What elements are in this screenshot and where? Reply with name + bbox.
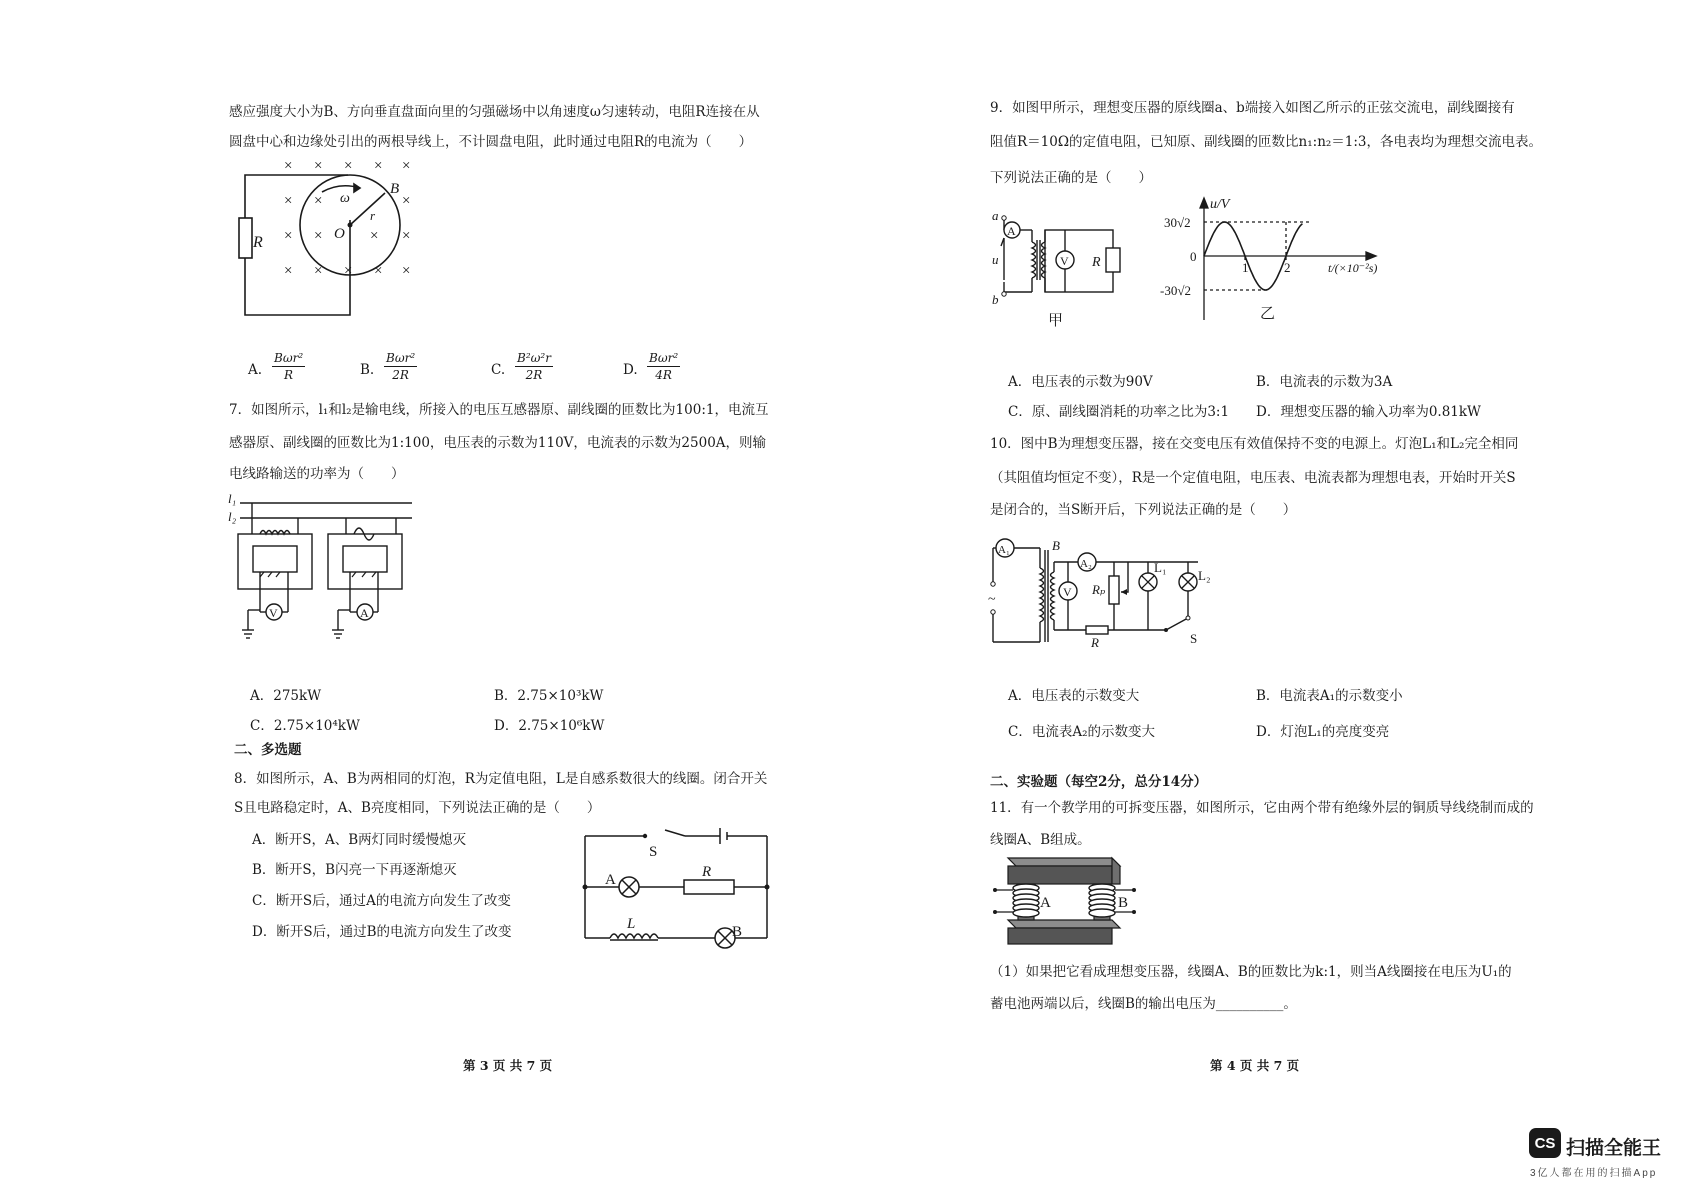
q10-circuit-figure [988, 530, 1228, 648]
svg-text:×: × [314, 193, 323, 209]
q7-text-line1: 7．如图所示，l₁和l₂是输电线，所接入的电压互感器原、副线圈的匝数比为100:1，电流互 [229, 402, 769, 418]
q8-lamp-b-label: B [732, 924, 743, 940]
q9-terminal-a-label: a [992, 208, 999, 223]
q8-switch-label: S [649, 844, 658, 860]
svg-text:×: × [370, 228, 379, 244]
q10-ammeter-a1-label: A₁ [998, 544, 1010, 556]
q9-resistor-label: R [1092, 255, 1101, 270]
q10-switch-label: S [1190, 631, 1198, 646]
q10-resistor-label: R [1091, 635, 1099, 650]
q8-option-d: D．断开S后，通过B的电流方向发生了改变 [252, 924, 512, 940]
svg-text:×: × [402, 193, 411, 209]
svg-text:×: × [284, 158, 293, 174]
q11-text-line2: 线圈A、B组成。 [990, 832, 1091, 848]
q9-figure-yi-caption: 乙 [1260, 306, 1276, 322]
q10-lamp-l2-label: L₂ [1198, 568, 1211, 583]
q9-option-b: B．电流表的示数为3A [1256, 374, 1393, 390]
q10-ammeter-a2-label: A₂ [1080, 558, 1092, 570]
q6-option-d-letter: D. [623, 362, 638, 378]
q9-y-axis-label: u/V [1210, 197, 1230, 212]
q9-option-a: A．电压表的示数为90V [1008, 374, 1153, 390]
q6-option-a-letter: A. [248, 362, 263, 378]
q8-text-line1: 8．如图所示，A、B为两相同的灯泡，R为定值电阻，L是自感系数很大的线圈。闭合开关 [234, 771, 768, 787]
q9-text-line2: 阻值R＝10Ω的定值电阻，已知原、副线圈的匝数比n₁:n₂＝1:3，各电表均为理想交流电表。 [990, 134, 1543, 150]
svg-text:×: × [314, 158, 323, 174]
q10-transformer-label: B [1052, 538, 1060, 553]
q9-option-d: D．理想变压器的输入功率为0.81kW [1256, 404, 1481, 420]
q7-voltmeter-label: V [269, 606, 278, 620]
q10-lamp-l1-label: L₁ [1154, 560, 1167, 575]
q7-option-d: D．2.75×10⁶kW [494, 718, 605, 734]
q9-ammeter-label: A [1007, 224, 1016, 238]
svg-text:×: × [402, 228, 411, 244]
q6-disk-figure [230, 160, 430, 320]
svg-text:l₁: l₁ [228, 491, 237, 506]
q9-origin-label: 0 [1190, 249, 1197, 264]
q10-option-b: B．电流表A₁的示数变小 [1256, 688, 1403, 704]
q7-option-a: A．275kW [250, 688, 322, 704]
q8-inductor-label: L [627, 916, 636, 932]
q10-option-a: A．电压表的示数变大 [1008, 688, 1140, 704]
q6-text-line1: 感应强度大小为B、方向垂直盘面向里的匀强磁场中以角速度ω匀速转动，电阻R连接在从 [229, 104, 760, 120]
q10-text-line2: （其阻值均恒定不变），R是一个定值电阻，电压表、电流表都为理想电表，开始时开关S [990, 470, 1516, 486]
q8-option-a: A．断开S，A、B两灯同时缓慢熄灭 [252, 832, 467, 848]
q7-text-line2: 感器原、副线圈的匝数比为1:100，电压表的示数为110V，电流表的示数为2500A，则输 [229, 435, 767, 451]
q9-x-tick-1: 1 [1242, 260, 1249, 275]
q11-sub1-line2: 蓄电池两端以后，线圈B的输出电压为__________。 [990, 996, 1297, 1012]
svg-text:×: × [402, 263, 411, 279]
q9-y-min-label: -30√2 [1160, 283, 1191, 298]
section-heading-multiple-choice: 二、多选题 [234, 742, 302, 758]
q11-coil-b-label: B [1118, 895, 1129, 911]
q8-text-line2: S且电路稳定时，A、B亮度相同，下列说法正确的是（ ） [234, 800, 601, 816]
q8-resistor-label: R [702, 864, 712, 880]
q7-ammeter-label: A [360, 606, 369, 620]
q6-option-d-fraction: Bωr² 4R [649, 351, 679, 382]
section-heading-experiment: 二、实验题（每空2分，总分14分） [990, 774, 1208, 790]
page-footer-left: 第 3 页 共 7 页 [463, 1058, 553, 1073]
q11-coil-a-label: A [1040, 895, 1051, 911]
svg-text:l₂: l₂ [228, 509, 237, 524]
q7-text-line3: 电线路输送的功率为（ ） [229, 466, 405, 482]
q9-sine-graph-yi [1160, 196, 1400, 331]
q6-omega-label: ω [340, 191, 350, 206]
q10-text-line1: 10．图中B为理想变压器，接在交变电压有效值保持不变的电源上。灯泡L₁和L₂完全相同 [990, 436, 1519, 452]
svg-text:×: × [314, 263, 323, 279]
q6-option-c-fraction: $\frac{\text{B²ω²r}}{2R}$ [517, 351, 551, 382]
q9-x-axis-label: t/(×10⁻²s) [1328, 261, 1378, 275]
q10-option-d: D．灯泡L₁的亮度变亮 [1256, 724, 1390, 740]
q6-option-c-letter: C. [491, 362, 506, 378]
svg-text:×: × [344, 263, 353, 279]
q10-rheostat-label: Rₚ [1092, 582, 1106, 597]
q9-y-max-label: 30√2 [1164, 215, 1191, 230]
q6-text-line2: 圆盘中心和边缘处引出的两根导线上，不计圆盘电阻，此时通过电阻R的电流为（ ） [229, 134, 753, 150]
q10-option-c: C．电流表A₂的示数变大 [1008, 724, 1155, 740]
camscanner-tagline: 3亿人都在用的扫描App [1530, 1168, 1658, 1179]
q6-O-label: O [334, 226, 345, 242]
q9-option-c: C．原、副线圈消耗的功率之比为3:1 [1008, 404, 1230, 420]
q11-sub1-line1: （1）如果把它看成理想变压器，线圈A、B的匝数比为k:1，则当A线圈接在电压为U₁的 [990, 964, 1512, 980]
q6-R-label: R [253, 234, 263, 251]
q10-ac-source-symbol: ~ [988, 592, 996, 607]
q6-option-a-fraction: Bωr² R [274, 351, 304, 382]
q6-field-crosses [284, 158, 410, 279]
q8-option-b: B．断开S，B闪亮一下再逐渐熄灭 [252, 862, 457, 878]
q7-transformer-figure [226, 490, 416, 650]
svg-text:×: × [284, 228, 293, 244]
q10-text-line3: 是闭合的，当S断开后，下列说法正确的是（ ） [990, 502, 1297, 518]
q8-circuit-figure [582, 826, 774, 954]
q9-x-tick-2: 2 [1284, 260, 1291, 275]
page-footer-right: 第 4 页 共 7 页 [1210, 1058, 1300, 1073]
camscanner-logo: CS [1529, 1128, 1561, 1158]
q6-B-label: B [390, 181, 400, 197]
q9-text-line3: 下列说法正确的是（ ） [990, 170, 1152, 186]
q6-option-b-letter: B. [360, 362, 375, 378]
q11-text-line1: 11．有一个教学用的可拆变压器，如图所示，它由两个带有绝缘外层的铜质导线绕制而成的 [990, 800, 1534, 816]
q8-lamp-a-label: A [605, 872, 616, 888]
q9-terminal-b-label: b [992, 292, 999, 307]
camscanner-app-name: 扫描全能王 [1566, 1138, 1662, 1159]
q7-option-b: B．2.75×10³kW [494, 688, 604, 704]
q8-option-c: C．断开S后，通过A的电流方向发生了改变 [252, 893, 511, 909]
svg-text:×: × [344, 158, 353, 174]
q9-circuit-figure-jia [990, 208, 1130, 333]
q6-option-b-fraction: Bωr² 2R [386, 351, 416, 382]
q9-u-label: u [992, 252, 999, 267]
svg-text:×: × [402, 158, 411, 174]
svg-text:×: × [374, 158, 383, 174]
q7-option-c: C．2.75×10⁴kW [250, 718, 360, 734]
svg-text:×: × [284, 263, 293, 279]
q9-text-line1: 9．如图甲所示，理想变压器的原线圈a、b端接入如图乙所示的正弦交流电，副线圈接有 [990, 100, 1515, 116]
svg-text:×: × [284, 193, 293, 209]
svg-text:×: × [374, 263, 383, 279]
q9-voltmeter-label: V [1060, 254, 1069, 268]
svg-text:×: × [314, 228, 323, 244]
q9-figure-jia-caption: 甲 [1048, 313, 1064, 329]
q10-voltmeter-label: V [1063, 585, 1072, 599]
q6-r-label: r [370, 208, 376, 223]
q11-transformer-figure [990, 852, 1140, 950]
